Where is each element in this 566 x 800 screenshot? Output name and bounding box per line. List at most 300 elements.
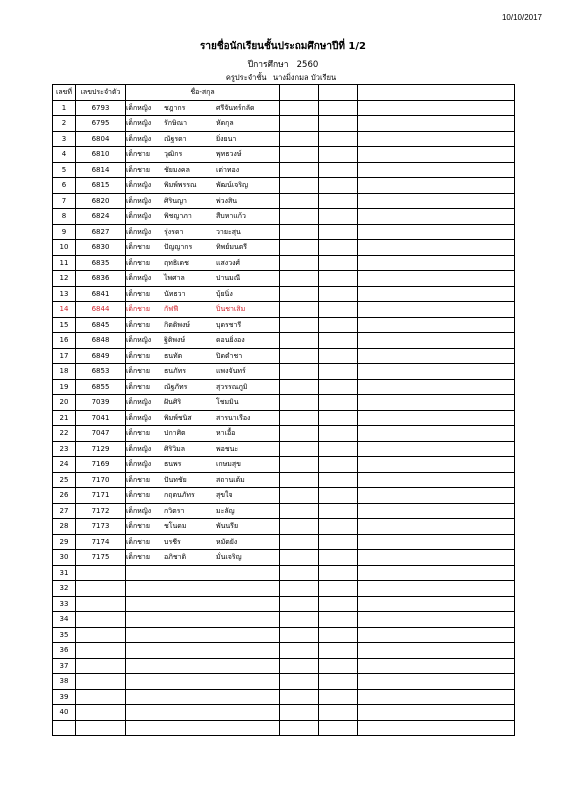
blank-cell-3 [358,550,515,566]
table-header-row [53,85,515,101]
student-name [126,116,280,132]
table-row [53,116,515,132]
header-blank-1 [280,85,319,101]
blank-cell-3 [358,162,515,178]
name-last: พัฒน์เจริญ [216,181,248,190]
blank-cell-1 [280,100,319,116]
blank-cell-3 [358,209,515,225]
student-id: 6810 [76,147,126,163]
name-first: นัทธวา [164,289,186,298]
blank-cell-2 [319,581,358,597]
student-id: 6814 [76,162,126,178]
blank-cell-1 [280,178,319,194]
blank-cell-2 [319,596,358,612]
student-id [76,596,126,612]
blank-cell-1 [280,410,319,426]
blank-cell-3 [358,116,515,132]
student-id: 6844 [76,302,126,318]
blank-cell-3 [358,627,515,643]
row-number: 26 [53,488,76,504]
blank-cell-1 [280,472,319,488]
blank-cell-2 [319,116,358,132]
teacher-name: นางมิ่งกมล บัวเรียน [272,73,337,82]
name-prefix: เด็กชาย [126,320,150,329]
name-last: วายะสุน [216,227,241,236]
blank-cell-3 [358,519,515,535]
student-name [126,224,280,240]
blank-cell-2 [319,131,358,147]
student-name [126,178,280,194]
student-name [126,658,280,674]
table-row [53,240,515,256]
table-row [53,689,515,705]
row-number: 12 [53,271,76,287]
student-id: 6795 [76,116,126,132]
blank-cell-3 [358,488,515,504]
name-first: ฐิติพงษ์ [164,336,186,345]
row-number: 33 [53,596,76,612]
blank-cell-3 [358,472,515,488]
student-name [126,627,280,643]
student-id [76,565,126,581]
student-id: 6824 [76,209,126,225]
student-name [126,596,280,612]
name-prefix: เด็กชาย [126,165,150,174]
name-last: พุทธวงษ์ [216,150,242,159]
student-name [126,643,280,659]
student-name [126,271,280,287]
table-row [53,193,515,209]
student-id: 6845 [76,317,126,333]
student-id: 6848 [76,333,126,349]
row-number: 13 [53,286,76,302]
blank-cell-2 [319,147,358,163]
blank-cell-3 [358,147,515,163]
name-prefix: เด็กชาย [126,305,150,314]
student-name [126,302,280,318]
name-last: พันนรีย [216,522,239,531]
blank-cell-1 [280,116,319,132]
blank-cell-1 [280,658,319,674]
teacher-line [0,72,566,84]
student-id [76,720,126,736]
student-id: 7171 [76,488,126,504]
header-no: เลขที่ [53,85,76,101]
table-row [53,286,515,302]
blank-cell-2 [319,333,358,349]
blank-cell-2 [319,271,358,287]
table-row [53,333,515,349]
table-row [53,720,515,736]
blank-cell-1 [280,333,319,349]
blank-cell-1 [280,240,319,256]
table-row [53,395,515,411]
student-id: 6855 [76,379,126,395]
student-name [126,565,280,581]
row-number: 9 [53,224,76,240]
row-number: 19 [53,379,76,395]
blank-cell-1 [280,565,319,581]
row-number: 14 [53,302,76,318]
student-name [126,209,280,225]
row-number: 35 [53,627,76,643]
table-row [53,550,515,566]
student-name [126,488,280,504]
table-row [53,627,515,643]
blank-cell-1 [280,643,319,659]
table-row [53,503,515,519]
name-first: ปกาศิต [164,429,186,438]
name-last: สุวรรณภูมิ [216,382,248,391]
student-id [76,612,126,628]
header-blank-3 [358,85,515,101]
student-name [126,674,280,690]
name-prefix: เด็กหญิง [126,103,152,112]
blank-cell-1 [280,612,319,628]
blank-cell-2 [319,488,358,504]
name-prefix: เด็กชาย [126,537,150,546]
name-prefix: เด็กหญิง [126,336,152,345]
blank-cell-3 [358,612,515,628]
blank-cell-3 [358,457,515,473]
table-row [53,100,515,116]
name-prefix: เด็กชาย [126,289,150,298]
blank-cell-2 [319,534,358,550]
blank-cell-3 [358,720,515,736]
blank-cell-3 [358,596,515,612]
student-roster-table [52,84,515,736]
name-first: ธนพร [164,460,182,469]
student-id: 6827 [76,224,126,240]
student-id: 6849 [76,348,126,364]
name-last: โชมมิน [216,398,239,407]
name-prefix: เด็กชาย [126,243,150,252]
blank-cell-1 [280,705,319,721]
name-first: ฤทธิเดช [164,258,189,267]
row-number: 28 [53,519,76,535]
blank-cell-1 [280,224,319,240]
name-last: เต่าทอง [216,165,240,174]
blank-cell-1 [280,255,319,271]
table-row [53,596,515,612]
row-number: 8 [53,209,76,225]
name-last: แพงจันทร์ [216,367,246,376]
blank-cell-1 [280,720,319,736]
blank-cell-2 [319,224,358,240]
blank-cell-2 [319,426,358,442]
blank-cell-3 [358,348,515,364]
blank-cell-3 [358,410,515,426]
name-last: สุขใจ [216,491,233,500]
table-row [53,147,515,163]
blank-cell-3 [358,178,515,194]
name-last: สืบหาแก้ว [216,212,246,221]
name-last: หัดกุล [216,119,234,128]
student-id: 6841 [76,286,126,302]
row-number: 11 [53,255,76,271]
blank-cell-2 [319,689,358,705]
name-last: ดอนยิ่งอง [216,336,245,345]
name-prefix: เด็กหญิง [126,134,152,143]
name-last: มะลัญ [216,506,235,515]
blank-cell-1 [280,364,319,380]
table-row [53,302,515,318]
row-number: 38 [53,674,76,690]
blank-cell-1 [280,348,319,364]
name-first: อภิชาติ [164,553,187,562]
blank-cell-3 [358,302,515,318]
student-id: 6836 [76,271,126,287]
row-number: 3 [53,131,76,147]
student-name [126,395,280,411]
print-date: 10/10/2017 [501,13,542,22]
name-first: กิตติพงษ์ [164,320,190,329]
blank-cell-2 [319,565,358,581]
table-row [53,410,515,426]
blank-cell-2 [319,317,358,333]
blank-cell-2 [319,240,358,256]
name-prefix: เด็กชาย [126,258,150,267]
student-name [126,550,280,566]
student-id [76,581,126,597]
teacher-label: ครูประจำชั้น [225,73,267,82]
blank-cell-2 [319,503,358,519]
blank-cell-2 [319,612,358,628]
row-number: 6 [53,178,76,194]
row-number: 17 [53,348,76,364]
name-prefix: เด็กชาย [126,475,150,484]
row-number: 34 [53,612,76,628]
blank-cell-2 [319,674,358,690]
student-name [126,240,280,256]
blank-cell-1 [280,209,319,225]
student-id: 7172 [76,503,126,519]
name-prefix: เด็กหญิง [126,460,152,469]
name-prefix: เด็กหญิง [126,181,152,190]
table-row [53,534,515,550]
student-name [126,612,280,628]
blank-cell-3 [358,441,515,457]
name-first: ณัฐภัทร [164,382,188,391]
name-first: พิชญาภา [164,212,192,221]
blank-cell-1 [280,317,319,333]
name-first: กัฟฟี [164,305,179,314]
blank-cell-1 [280,162,319,178]
student-id [76,705,126,721]
row-number: 37 [53,658,76,674]
student-id: 6804 [76,131,126,147]
blank-cell-3 [358,581,515,597]
name-first: วุฒิกร [164,150,183,159]
student-id: 7041 [76,410,126,426]
table-row [53,658,515,674]
name-first: ชโนดม [164,522,187,531]
blank-cell-1 [280,581,319,597]
name-first: รักษิณา [164,119,188,128]
blank-cell-3 [358,503,515,519]
blank-cell-3 [358,271,515,287]
table-row [53,131,515,147]
row-number: 32 [53,581,76,597]
blank-cell-2 [319,705,358,721]
table-row [53,178,515,194]
blank-cell-3 [358,100,515,116]
name-last: ปานมณี [216,274,241,283]
table-row [53,317,515,333]
name-prefix: เด็กชาย [126,150,150,159]
student-id: 7039 [76,395,126,411]
blank-cell-3 [358,224,515,240]
name-last: เกษมสุข [216,460,241,469]
row-number [53,720,76,736]
student-name [126,255,280,271]
name-first: ธนทัต [164,351,183,360]
row-number: 2 [53,116,76,132]
name-last: ศรีจันทร์กลัด [216,103,255,112]
blank-cell-2 [319,209,358,225]
blank-cell-2 [319,178,358,194]
header-id: เลขประจำตัว [76,85,126,101]
blank-cell-2 [319,286,358,302]
blank-cell-2 [319,457,358,473]
student-name [126,705,280,721]
name-first: ชัยมงคล [164,165,190,174]
table-row [53,674,515,690]
blank-cell-3 [358,193,515,209]
row-number: 4 [53,147,76,163]
table-row [53,488,515,504]
name-last: ปิ่นชาเสิม [216,305,246,314]
name-first: กวิตรา [164,506,185,515]
blank-cell-3 [358,643,515,659]
blank-cell-3 [358,333,515,349]
name-last: ยิ่งยนา [216,134,237,143]
student-id: 6853 [76,364,126,380]
table-row [53,705,515,721]
blank-cell-2 [319,658,358,674]
table-row [53,271,515,287]
row-number: 15 [53,317,76,333]
name-prefix: เด็กชาย [126,367,150,376]
name-prefix: เด็กชาย [126,522,150,531]
row-number: 24 [53,457,76,473]
table-row [53,379,515,395]
student-name [126,426,280,442]
blank-cell-3 [358,426,515,442]
student-id: 6835 [76,255,126,271]
blank-cell-1 [280,286,319,302]
name-prefix: เด็กหญิง [126,506,152,515]
row-number: 5 [53,162,76,178]
blank-cell-1 [280,627,319,643]
blank-cell-2 [319,472,358,488]
name-last: ปิดตำชา [216,351,243,360]
blank-cell-1 [280,534,319,550]
row-number: 40 [53,705,76,721]
table-row [53,364,515,380]
name-first: ศิริวิมล [164,444,186,453]
table-row [53,643,515,659]
row-number: 29 [53,534,76,550]
blank-cell-1 [280,395,319,411]
row-number: 16 [53,333,76,349]
blank-cell-3 [358,705,515,721]
academic-year-label: ปีการศึกษา [247,60,289,70]
blank-cell-3 [358,255,515,271]
name-first: ปันทชัย [164,475,187,484]
name-last: หาเอื้อ [216,429,236,438]
student-name [126,720,280,736]
blank-cell-2 [319,364,358,380]
table-row [53,348,515,364]
blank-cell-1 [280,193,319,209]
student-name [126,286,280,302]
table-row [53,209,515,225]
blank-cell-3 [358,658,515,674]
name-last: มั่นเจริญ [216,553,242,562]
table-row [53,224,515,240]
blank-cell-1 [280,503,319,519]
row-number: 31 [53,565,76,581]
blank-cell-3 [358,674,515,690]
blank-cell-1 [280,441,319,457]
name-last: บุ้ยนิ่ง [216,289,233,298]
student-id [76,689,126,705]
row-number: 20 [53,395,76,411]
student-name [126,131,280,147]
blank-cell-3 [358,131,515,147]
header-blank-2 [319,85,358,101]
row-number: 7 [53,193,76,209]
name-prefix: เด็กชาย [126,491,150,500]
blank-cell-1 [280,519,319,535]
student-name [126,147,280,163]
blank-cell-2 [319,395,358,411]
blank-cell-2 [319,348,358,364]
table-row [53,612,515,628]
name-first: ศิรินญา [164,196,187,205]
row-number: 21 [53,410,76,426]
name-first: ปัญญากร [164,243,193,252]
student-id: 7175 [76,550,126,566]
blank-cell-1 [280,379,319,395]
blank-cell-2 [319,627,358,643]
name-first: ธนภัทร [164,367,187,376]
student-id: 7174 [76,534,126,550]
header-name: ชื่อ-สกุล [126,85,280,101]
blank-cell-2 [319,379,358,395]
blank-cell-2 [319,162,358,178]
student-id: 6830 [76,240,126,256]
name-last: หมัดยัง [216,537,238,546]
row-number: 18 [53,364,76,380]
blank-cell-3 [358,364,515,380]
name-prefix: เด็กหญิง [126,398,152,407]
blank-cell-2 [319,410,358,426]
student-id: 6820 [76,193,126,209]
page-title: รายชื่อนักเรียนชั้นประถมศึกษาปีที่ 1/2 [200,41,366,52]
blank-cell-2 [319,550,358,566]
blank-cell-3 [358,395,515,411]
student-name [126,333,280,349]
student-id: 7170 [76,472,126,488]
blank-cell-1 [280,488,319,504]
row-number: 30 [53,550,76,566]
blank-cell-3 [358,317,515,333]
blank-cell-1 [280,457,319,473]
name-first: กฤตนภัทร [164,491,195,500]
blank-cell-2 [319,302,358,318]
